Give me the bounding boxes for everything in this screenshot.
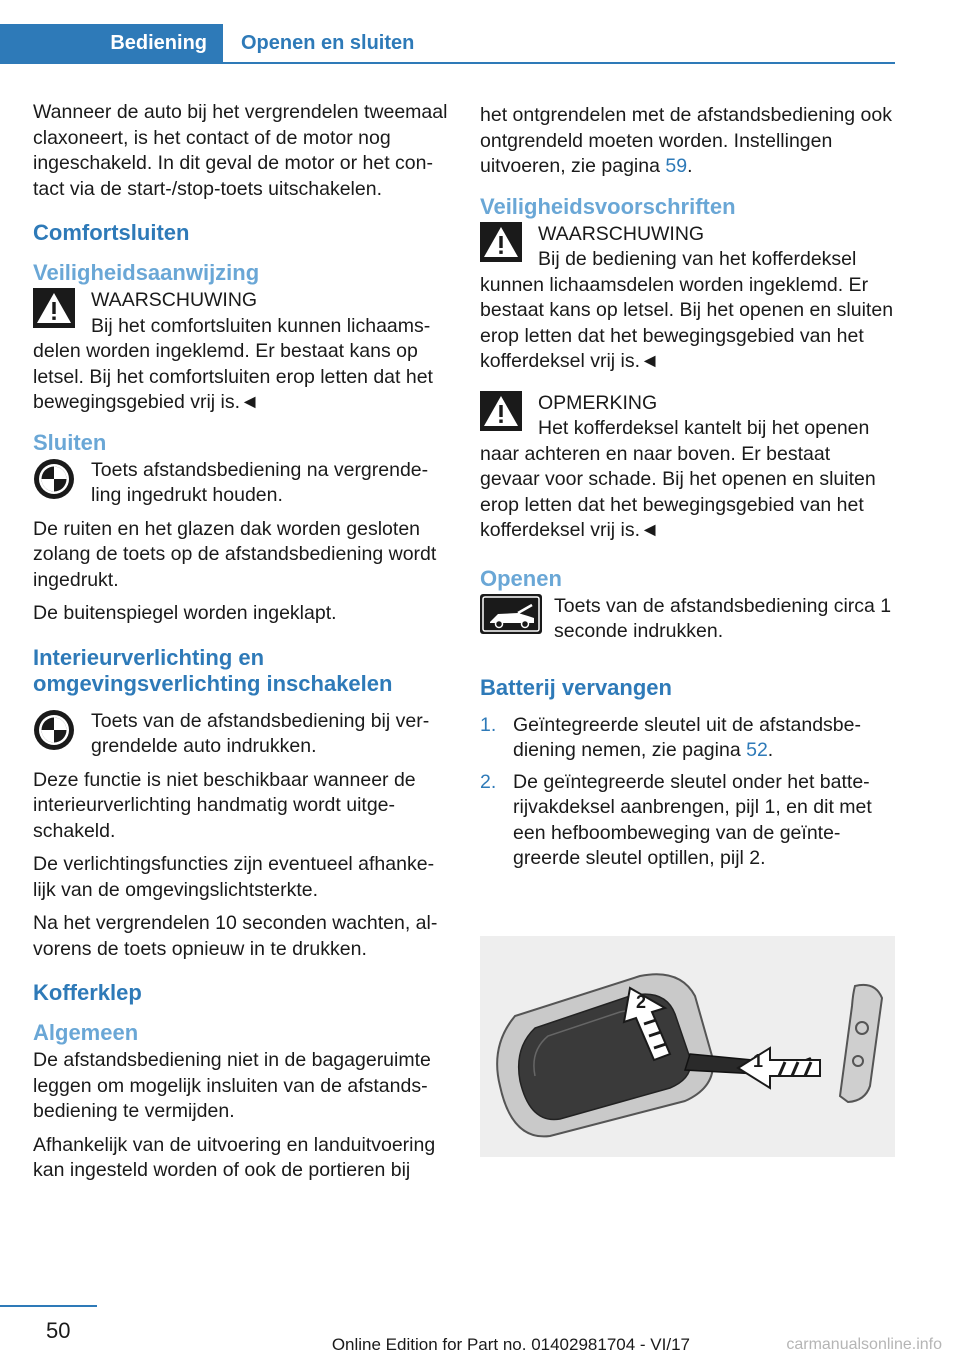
list-item: 1. Geïntegreerde sleutel uit de afstandsbediening nemen, zie pagina 52.	[480, 713, 861, 761]
footer-divider	[0, 1305, 97, 1307]
page-link-52[interactable]: 52	[746, 739, 768, 761]
heading-interieurverlichting: Interieurverlichting en omgevingsverlichting inschakelen	[33, 644, 393, 696]
verlichting-paragraph: De verlichtingsfuncties zijn eventueel afhankelijk van de omgevingslichtsterkte.	[33, 853, 435, 901]
heading-openen: Openen	[480, 565, 562, 591]
footer-edition: Online Edition for Part no. 01402981704 - VI/17	[331, 1335, 690, 1354]
page-number: 50	[46, 1318, 71, 1343]
ruiten-paragraph: De ruiten en het glazen dak worden gesloten zolang de toets op de afstandsbediening wordt ingedrukt.	[33, 517, 437, 591]
warning-text: Bij de bediening van het kofferdeksel kunnen lichaamsdelen worden ingeklemd. Er bestaat kans op letsel. Bij het openen en sluiten erop letten dat het bewegingsgebied van het kofferdeksel vrij is.◄	[480, 248, 894, 372]
openen-text: Toets van de afstandsbediening circa 1 seconde indrukken.	[554, 594, 892, 642]
arrow-1-icon	[738, 1048, 820, 1088]
warning-triangle-icon	[480, 222, 522, 262]
continued-paragraph: het ontgrendelen met de afstandsbediening ook ontgrendeld moeten worden. Instellingen uitvoeren, zie pagina 59.	[480, 104, 892, 177]
sluiten-block	[33, 458, 448, 509]
heading-algemeen: Algemeen	[33, 1020, 139, 1045]
sluiten-text: Toets afstandsbediening na vergrendeling ingedrukt houden.	[91, 458, 429, 506]
bagage-paragraph: De afstandsbediening niet in de bagageruimte leggen om mogelijk insluiten van de afstandsbediening te vermijden.	[33, 1049, 431, 1122]
openen-block	[480, 594, 895, 645]
spiegel-paragraph: De buitenspiegel worden ingeklapt.	[33, 602, 337, 624]
heading-kofferklep: Kofferklep	[33, 980, 142, 1005]
heading-veiligheidsaanwijzing: Veiligheidsaanwijzing	[33, 260, 260, 285]
right-column	[480, 103, 895, 878]
warning-block-comfort	[33, 288, 448, 416]
page-link-59[interactable]: 59	[665, 155, 688, 177]
trunk-open-button-icon	[480, 594, 542, 634]
arrow-2-label: 2	[636, 992, 647, 1012]
note-text: Het kofferdeksel kantelt bij het openen naar achteren en naar boven. Er bestaat gevaar voor schade. Bij het openen en sluiten erop letten dat het bewegingsgebied van het kofferdeksel vrij is.◄	[480, 417, 876, 541]
interieur-text: Toets van de afstandsbediening bij vergrendelde auto indrukken.	[91, 709, 430, 757]
list-item: 2. De geïntegreerde sleutel onder het batterijvakdeksel aanbrengen, pijl 1, en dit met een hefboombeweging van de geïntegreerde sleutel optillen, pijl 2.	[480, 770, 872, 869]
heading-sluiten: Sluiten	[33, 429, 107, 455]
tab-openen-en-sluiten[interactable]: Openen en sluiten	[241, 32, 415, 54]
footer-watermark: carmanualsonline.info	[786, 1336, 942, 1353]
warning-triangle-icon	[480, 391, 522, 431]
note-block-kofferdeksel	[480, 391, 895, 544]
functie-paragraph: Deze functie is niet beschikbaar wanneer de interieurverlichting handmatig wordt uitgeschakeld.	[33, 768, 416, 842]
warning-title: WAARSCHUWING	[538, 222, 705, 245]
warning-triangle-icon	[33, 288, 75, 328]
tab-bediening[interactable]: Bediening	[0, 24, 223, 62]
interieur-block	[33, 709, 448, 760]
heading-batterij-vervangen: Batterij vervangen	[480, 674, 672, 700]
note-title: OPMERKING	[538, 391, 658, 414]
warning-block-kofferdeksel	[480, 222, 895, 375]
steps-list	[480, 713, 895, 872]
step-number: 1.	[480, 713, 497, 736]
wachten-paragraph: Na het vergrendelen 10 seconden wachten, alvorens de toets opnieuw in te drukken.	[33, 912, 438, 960]
warning-title: WAARSCHUWING	[91, 289, 258, 311]
left-column	[33, 100, 448, 1192]
arrow-1-label: 1	[753, 1051, 764, 1071]
heading-veiligheidsvoorschriften: Veiligheidsvoorschriften	[480, 193, 736, 219]
bmw-key-button-icon	[33, 709, 75, 749]
key-battery-figure	[480, 936, 895, 1157]
header-tabs	[0, 24, 895, 64]
bmw-key-button-icon	[33, 458, 75, 498]
intro-paragraph: Wanneer de auto bij het vergrendelen tweemaal claxoneert, is het contact of de motor nog ingeschakeld. In dit geval de motor or het contact via de start-/stop-toets uitschakelen.	[33, 101, 448, 200]
warning-text: Bij het comfortsluiten kunnen lichaamsdelen worden ingeklemd. Er bestaat kans op letsel. Bij het comfortsluiten erop letten dat het bewegingsgebied vrij is.◄	[33, 314, 433, 413]
afhankelijk-paragraph: Afhankelijk van de uitvoering en landuitvoering kan ingesteld worden of ook de portieren bij	[33, 1133, 436, 1181]
step-number: 2.	[480, 770, 497, 793]
heading-comfortsluiten: Comfortsluiten	[33, 220, 190, 245]
